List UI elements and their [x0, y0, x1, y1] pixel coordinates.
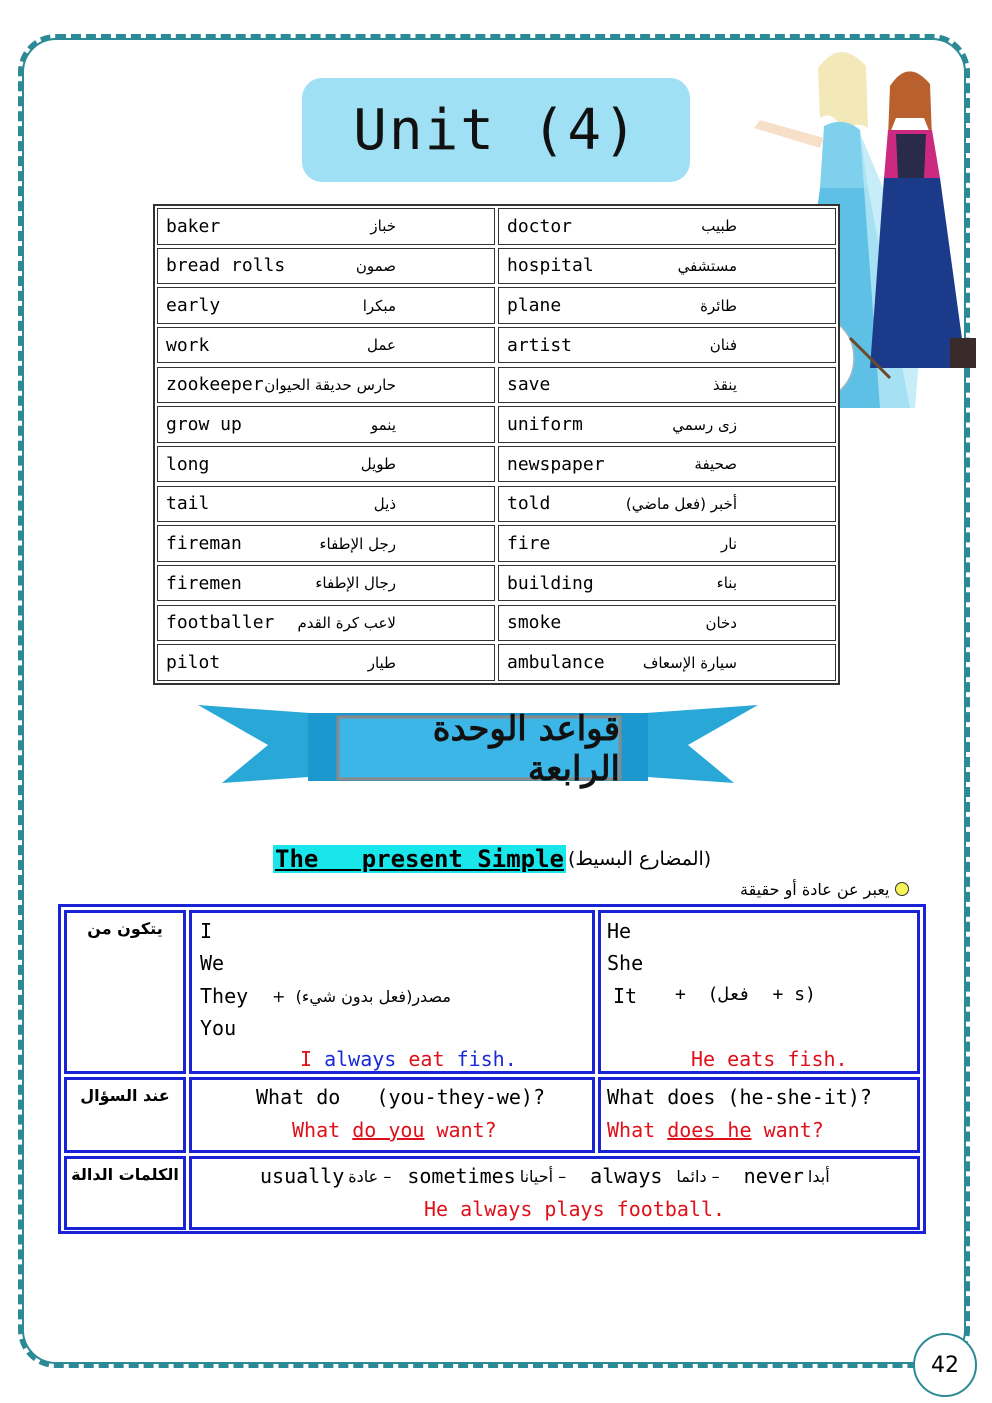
usage-note	[740, 877, 940, 901]
vocab-row	[498, 327, 836, 364]
vocab-english: artist	[507, 334, 573, 356]
vocab-row	[157, 248, 495, 285]
vocab-arabic: صحيفة	[694, 455, 737, 474]
singular-form-cell	[598, 910, 920, 1074]
label-cell-form	[64, 910, 186, 1074]
vocab-english: footballer	[166, 612, 275, 634]
vocab-english: early	[166, 295, 221, 317]
vocab-arabic: عمل	[367, 336, 396, 355]
page-number: 42	[913, 1333, 977, 1397]
vocab-english: plane	[507, 295, 562, 317]
vocab-arabic: طائرة	[700, 296, 737, 315]
pronoun-it: It	[613, 984, 638, 1008]
vocab-row	[498, 644, 836, 681]
vocab-arabic: طيار	[367, 653, 396, 672]
vocab-row	[498, 486, 836, 523]
pronoun-you: You	[200, 1016, 237, 1040]
keyword-sometimes: sometimes	[407, 1164, 516, 1188]
vocab-english: fireman	[166, 533, 242, 555]
question-plural-cell	[189, 1077, 595, 1153]
vocab-arabic: حارس حديقة الحيوان	[264, 375, 396, 394]
vocab-row	[157, 486, 495, 523]
vocab-arabic: سيارة الإسعاف	[642, 653, 737, 672]
vocab-row	[498, 525, 836, 562]
keyword-always-ar: دائما –	[676, 1166, 720, 1186]
present-simple-title: The present Simple	[275, 845, 564, 873]
keyword-always: always	[590, 1164, 663, 1188]
question-singular-cell	[598, 1077, 920, 1153]
unit-title: Unit (4)	[353, 97, 639, 163]
pronoun-i: I	[200, 919, 213, 943]
question-plural-line: What do (you-they-we)?	[256, 1085, 545, 1109]
label-cell-question	[64, 1077, 186, 1153]
vocab-english: told	[507, 493, 551, 515]
vocab-row	[157, 367, 495, 404]
question-singular-ex-what: What	[607, 1118, 656, 1142]
vocab-row	[157, 525, 495, 562]
vocab-arabic: طويل	[360, 455, 396, 474]
vocab-english: fire	[507, 533, 551, 555]
vocab-english: ambulance	[507, 652, 605, 674]
vocab-row	[157, 327, 495, 364]
keyword-never-ar: أبدا	[807, 1166, 830, 1186]
vocab-english: hospital	[507, 255, 594, 277]
question-plural-ex-verb: want?	[436, 1118, 497, 1142]
vocab-english: doctor	[507, 215, 573, 237]
pronoun-he: He	[607, 919, 632, 943]
vocab-arabic: دخان	[705, 613, 737, 632]
pronoun-we: We	[200, 951, 225, 975]
vocab-arabic: ينقذ	[712, 375, 737, 394]
vocab-row	[498, 406, 836, 443]
question-plural-example	[292, 1118, 497, 1142]
vocab-english: save	[507, 374, 551, 396]
vocab-row	[157, 287, 495, 324]
plural-example-adverb: always	[324, 1047, 397, 1071]
vocab-row	[498, 208, 836, 245]
unit-title-box	[302, 78, 690, 182]
vocab-english: bread rolls	[166, 255, 286, 277]
anna-figure	[870, 71, 976, 368]
keyword-usually-ar: عادة –	[348, 1166, 392, 1186]
usage-note-text: يعبر عن عادة أو حقيقة	[740, 879, 890, 899]
vocab-english: pilot	[166, 652, 221, 674]
plural-form-cell	[189, 910, 595, 1074]
question-singular-line: What does (he-she-it)?	[607, 1085, 872, 1109]
vocab-row	[157, 644, 495, 681]
question-plural-ex-aux: do you	[352, 1118, 425, 1142]
vocab-row	[157, 208, 495, 245]
vocab-arabic: بناء	[716, 574, 737, 593]
question-singular-ex-verb: want?	[763, 1118, 824, 1142]
vocab-row	[498, 367, 836, 404]
singular-example-object: fish.	[787, 1047, 848, 1071]
plural-example	[300, 1047, 517, 1071]
vocab-arabic: أخبر (فعل ماضي)	[625, 494, 737, 513]
vocab-english: building	[507, 572, 594, 594]
vocab-arabic: فنان	[709, 336, 737, 355]
vocab-english: uniform	[507, 414, 583, 436]
vocabulary-table	[153, 204, 840, 685]
vocab-row	[498, 287, 836, 324]
singular-example	[691, 1047, 848, 1071]
vocab-english: work	[166, 334, 210, 356]
present-simple-table	[58, 904, 926, 1234]
label-question: عند السؤال	[80, 1086, 170, 1105]
label-keywords: الكلمات الدالة	[71, 1165, 179, 1184]
vocab-arabic: صمون	[355, 256, 396, 275]
vocab-arabic: خباز	[370, 217, 396, 236]
pronoun-she: She	[607, 951, 644, 975]
keywords-line	[260, 1164, 830, 1188]
plural-rule-text: + مصدر(فعل بدون شيء)	[272, 987, 451, 1006]
vocab-arabic: لاعب كرة القدم	[297, 613, 396, 632]
bullet-dot-icon	[895, 882, 909, 896]
label-form: يتكون من	[87, 919, 163, 938]
present-simple-heading	[273, 840, 711, 878]
plural-example-object: fish.	[456, 1047, 517, 1071]
vocab-arabic: ذيل	[373, 494, 396, 513]
vocab-english: tail	[166, 493, 210, 515]
plural-example-subject: I	[300, 1047, 313, 1071]
vocab-english: firemen	[166, 572, 242, 594]
plural-rule	[272, 987, 451, 1006]
vocab-arabic: طبيب	[701, 217, 737, 236]
grammar-ribbon-title: قواعد الوحدة الرابعة	[432, 709, 620, 789]
vocab-row	[498, 605, 836, 642]
singular-example-subject: He	[691, 1047, 716, 1071]
vocab-row	[157, 446, 495, 483]
vocab-english: newspaper	[507, 453, 605, 475]
vocab-row	[157, 406, 495, 443]
keywords-example: He always plays football.	[424, 1197, 726, 1221]
vocab-arabic: ينمو	[370, 415, 396, 434]
keyword-sometimes-ar: أحيانا –	[519, 1166, 567, 1186]
singular-rule: + (فعل + s)	[675, 984, 816, 1005]
vocab-arabic: مستشفي	[677, 256, 737, 275]
keyword-never: never	[743, 1164, 804, 1188]
vocab-row	[498, 248, 836, 285]
vocab-row	[498, 565, 836, 602]
vocab-row	[498, 446, 836, 483]
vocab-english: long	[166, 453, 210, 475]
vocab-english: zookeeper	[166, 374, 264, 396]
vocab-arabic: رجل الإطفاء	[319, 534, 396, 553]
vocab-arabic: نار	[721, 534, 737, 553]
vocab-english: grow up	[166, 414, 242, 436]
pronoun-they: They	[200, 984, 249, 1008]
vocab-english: baker	[166, 215, 221, 237]
vocab-row	[157, 605, 495, 642]
vocab-english: smoke	[507, 612, 562, 634]
label-cell-keywords	[64, 1156, 186, 1230]
keywords-cell	[189, 1156, 920, 1230]
question-plural-ex-what: What	[292, 1118, 341, 1142]
vocab-arabic: مبكرا	[362, 296, 396, 315]
singular-example-verb: eats	[727, 1047, 776, 1071]
vocab-arabic: زى رسمي	[672, 415, 737, 434]
keyword-usually: usually	[260, 1164, 345, 1188]
question-singular-example	[607, 1118, 824, 1142]
vocab-row	[157, 565, 495, 602]
present-simple-arabic-title: (المضارع البسيط)	[567, 848, 712, 870]
plural-example-verb: eat	[408, 1047, 445, 1071]
question-singular-ex-aux: does he	[667, 1118, 752, 1142]
vocab-arabic: رجال الإطفاء	[315, 574, 396, 593]
